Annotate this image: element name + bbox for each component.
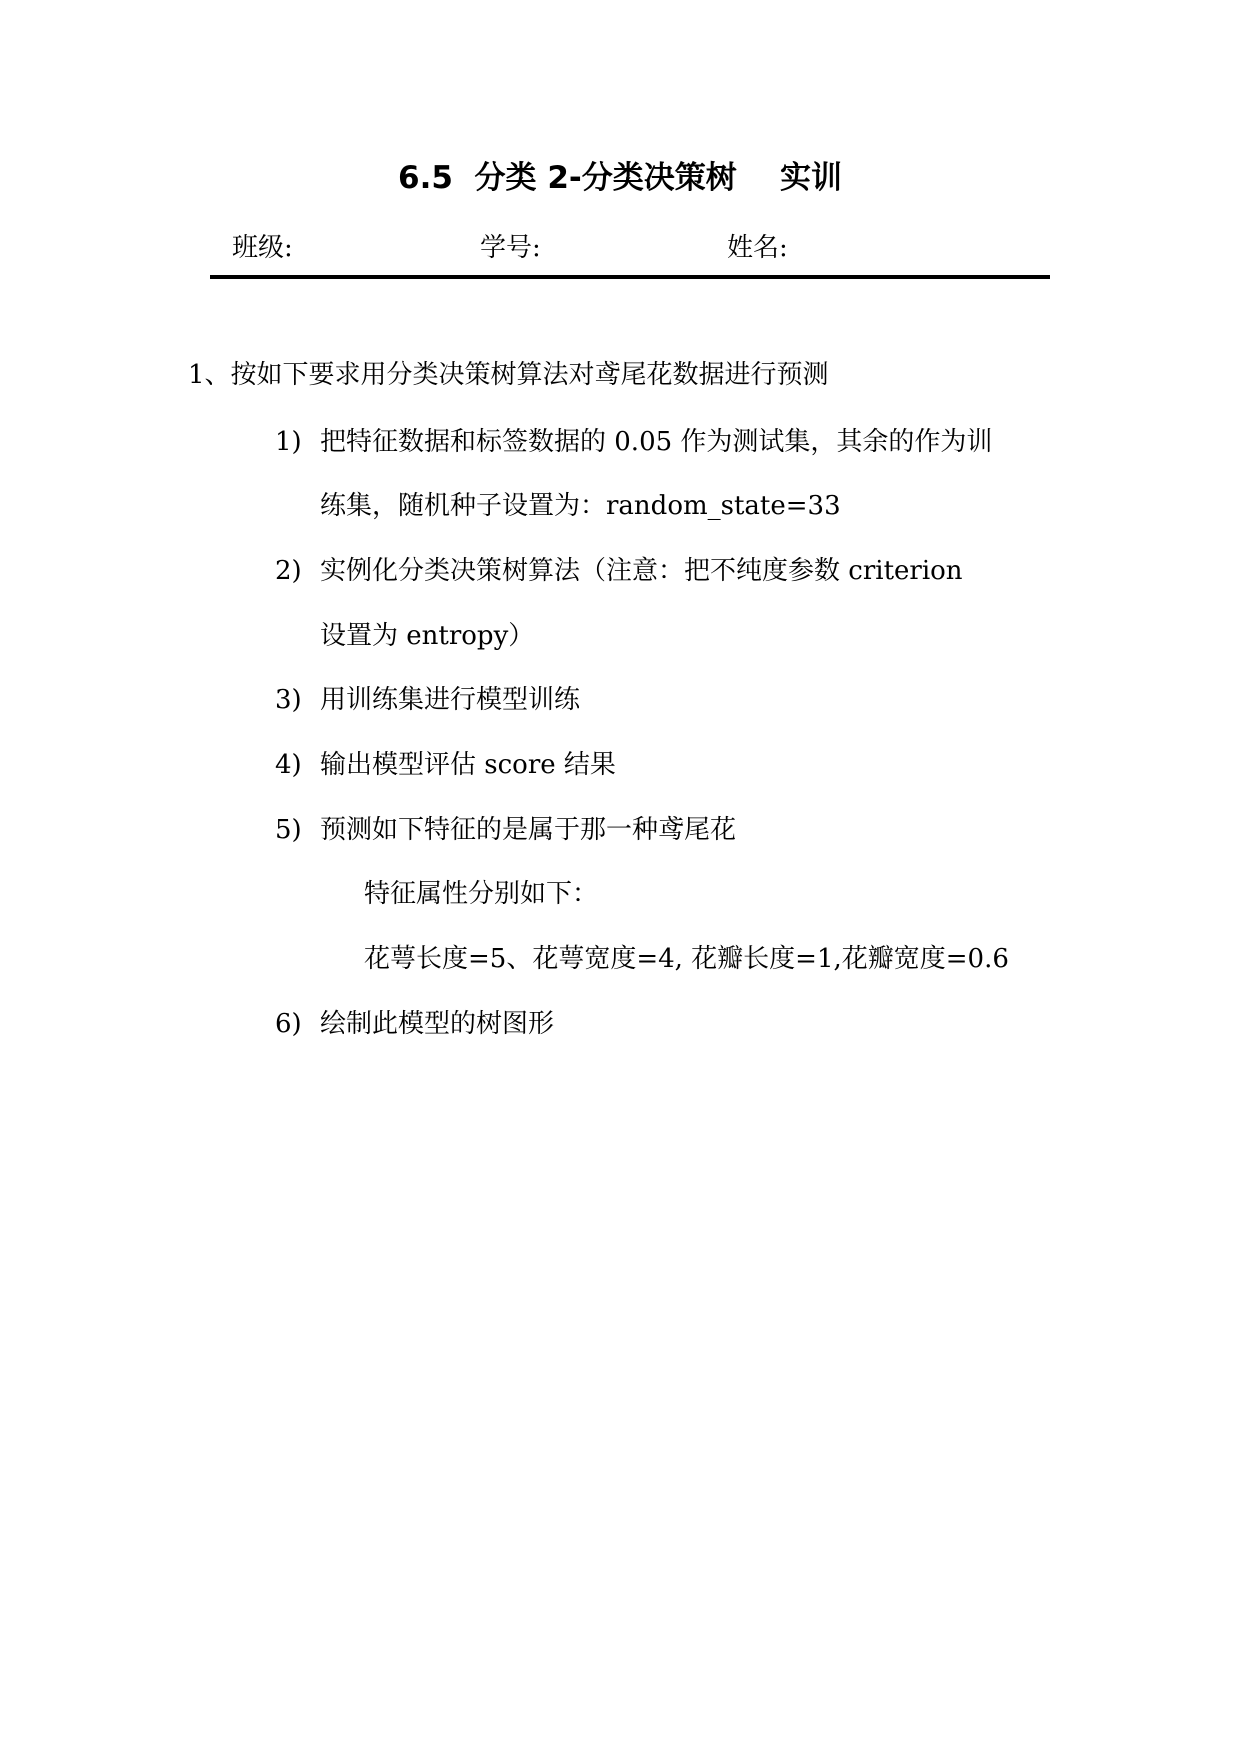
step-6-marker: 6) (275, 1009, 302, 1039)
header-divider (210, 275, 1050, 279)
step-5-text: 预测如下特征的是属于那一种鸢尾花 (320, 815, 737, 845)
step-1 (275, 422, 992, 462)
step-6 (275, 1004, 554, 1044)
step-5-features-values: 花萼长度=5、花萼宽度=4, 花瓣长度=1,花瓣宽度=0.6 (364, 944, 1009, 974)
step-3 (275, 680, 580, 720)
student-id-label: 学号: (480, 233, 541, 263)
step-3-marker: 3) (275, 685, 302, 715)
step-2-continuation: 设置为 entropy） (320, 621, 535, 651)
page-title: 6.5 分类 2-分类决策树 实训 (398, 160, 842, 196)
step-4-marker: 4) (275, 750, 302, 780)
class-label: 班级: (232, 233, 293, 263)
step-3-text: 用训练集进行模型训练 (320, 685, 581, 715)
student-info-row (0, 228, 1240, 268)
step-6-text: 绘制此模型的树图形 (320, 1009, 555, 1039)
step-1-marker: 1) (275, 427, 302, 457)
step-4 (275, 745, 616, 785)
question-title: 1、按如下要求用分类决策树算法对鸢尾花数据进行预测 (188, 360, 829, 390)
step-5-marker: 5) (275, 815, 302, 845)
step-5-features-heading: 特征属性分别如下： (364, 879, 599, 909)
step-4-text: 输出模型评估 score 结果 (320, 750, 616, 780)
name-label: 姓名: (727, 233, 788, 263)
step-2-marker: 2) (275, 556, 302, 586)
step-1-continuation: 练集，随机种子设置为：random_state=33 (320, 491, 841, 521)
step-2 (275, 551, 963, 591)
step-5 (275, 810, 736, 850)
step-2-text: 实例化分类决策树算法（注意：把不纯度参数 criterion (320, 556, 963, 586)
step-1-text: 把特征数据和标签数据的 0.05 作为测试集，其余的作为训 (320, 427, 993, 457)
